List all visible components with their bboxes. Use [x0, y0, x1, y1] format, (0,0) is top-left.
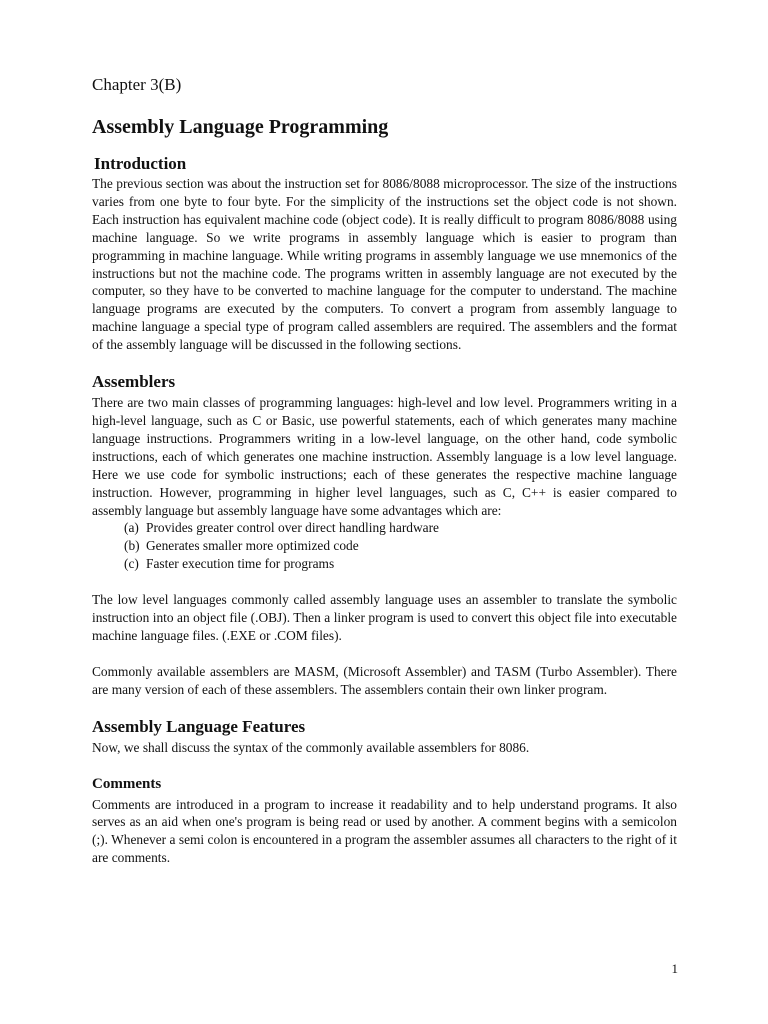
- assemblers-paragraph-1: There are two main classes of programming languages: high-level and low level. Programmers writing in a high-level language, such as C or Basic, use powerful statements, each of which generates many machine language instructions. Programmers writing in a low-level language, on the other hand, code symbolic instructions, each of which generates one machine instruction. Assembly language is a low level language. Here we use code for symbolic instructions; each of these generates the respective machine language instruction. However, programming in higher level languages, such as C, C++ is easier compared to assembly language but assembly language have some advantages which are:: [92, 395, 677, 518]
- features-heading: Assembly Language Features: [92, 716, 306, 736]
- assemblers-heading: Assemblers: [92, 372, 176, 392]
- list-item-text: Generates smaller more optimized code: [146, 538, 359, 554]
- introduction-paragraph: The previous section was about the instruction set for 8086/8088 microprocessor. The size of the instructions varies from one byte to four byte. For the simplicity of the instructions set the object code is not shown. Each instruction has equivalent machine code (object code). It is really difficult to program 8086/8088 using machine language. So we write programs in assembly language which is easier to program than programming in machine language. While writing programs in assembly language we use mnemonics of the instructions but not the machine code. The programs written in assembly language are not executed by the computer, so they have to be converted to machine language for the computer to understand. The machine language programs are executed by the computers. To convert a program from assembly language to machine language a special type of program called assemblers are required. The assemblers and the format of the assembly language will be discussed in the following sections.: [92, 176, 677, 353]
- introduction-heading: Introduction: [94, 154, 187, 173]
- comments-paragraph: Comments are introduced in a program to increase it readability and to help understand programs. It also serves as an aid when one's program is being read or used by another. A comment begins with a semicolon (;). Whenever a semi colon is encountered in a program the assembler assumes all characters to the right of it are comments.: [92, 796, 677, 866]
- section-introduction: [92, 154, 677, 354]
- comments-heading: Comments: [92, 775, 162, 792]
- list-item: [92, 519, 677, 537]
- list-marker: (a): [124, 520, 139, 536]
- assemblers-paragraph-3: Commonly available assemblers are MASM, (Microsoft Assembler) and TASM (Turbo Assembler). There are many version of each of these assemblers. The assemblers contain their own linker program.: [92, 663, 677, 697]
- section-assemblers: [92, 372, 677, 699]
- list-item-text: Provides greater control over direct handling hardware: [146, 520, 439, 536]
- features-paragraph: Now, we shall discuss the syntax of the commonly available assemblers for 8086.: [92, 739, 530, 755]
- section-features: [92, 717, 677, 757]
- chapter-label: Chapter 3(B): [92, 75, 182, 94]
- page-title: Assembly Language Programming: [92, 116, 389, 138]
- page-number: 1: [671, 961, 678, 976]
- list-item: [92, 537, 677, 555]
- assemblers-paragraph-2: The low level languages commonly called assembly language uses an assembler to translate the symbolic instruction into an object file (.OBJ). Then a linker program is used to convert this object file into executable machine language files. (.EXE or .COM files).: [92, 592, 677, 643]
- document-page: [92, 74, 677, 867]
- list-item: [92, 555, 677, 573]
- list-marker: (c): [124, 556, 139, 572]
- section-comments: [92, 775, 677, 868]
- list-marker: (b): [124, 538, 140, 554]
- list-item-text: Faster execution time for programs: [146, 556, 335, 572]
- advantages-list: [92, 519, 677, 573]
